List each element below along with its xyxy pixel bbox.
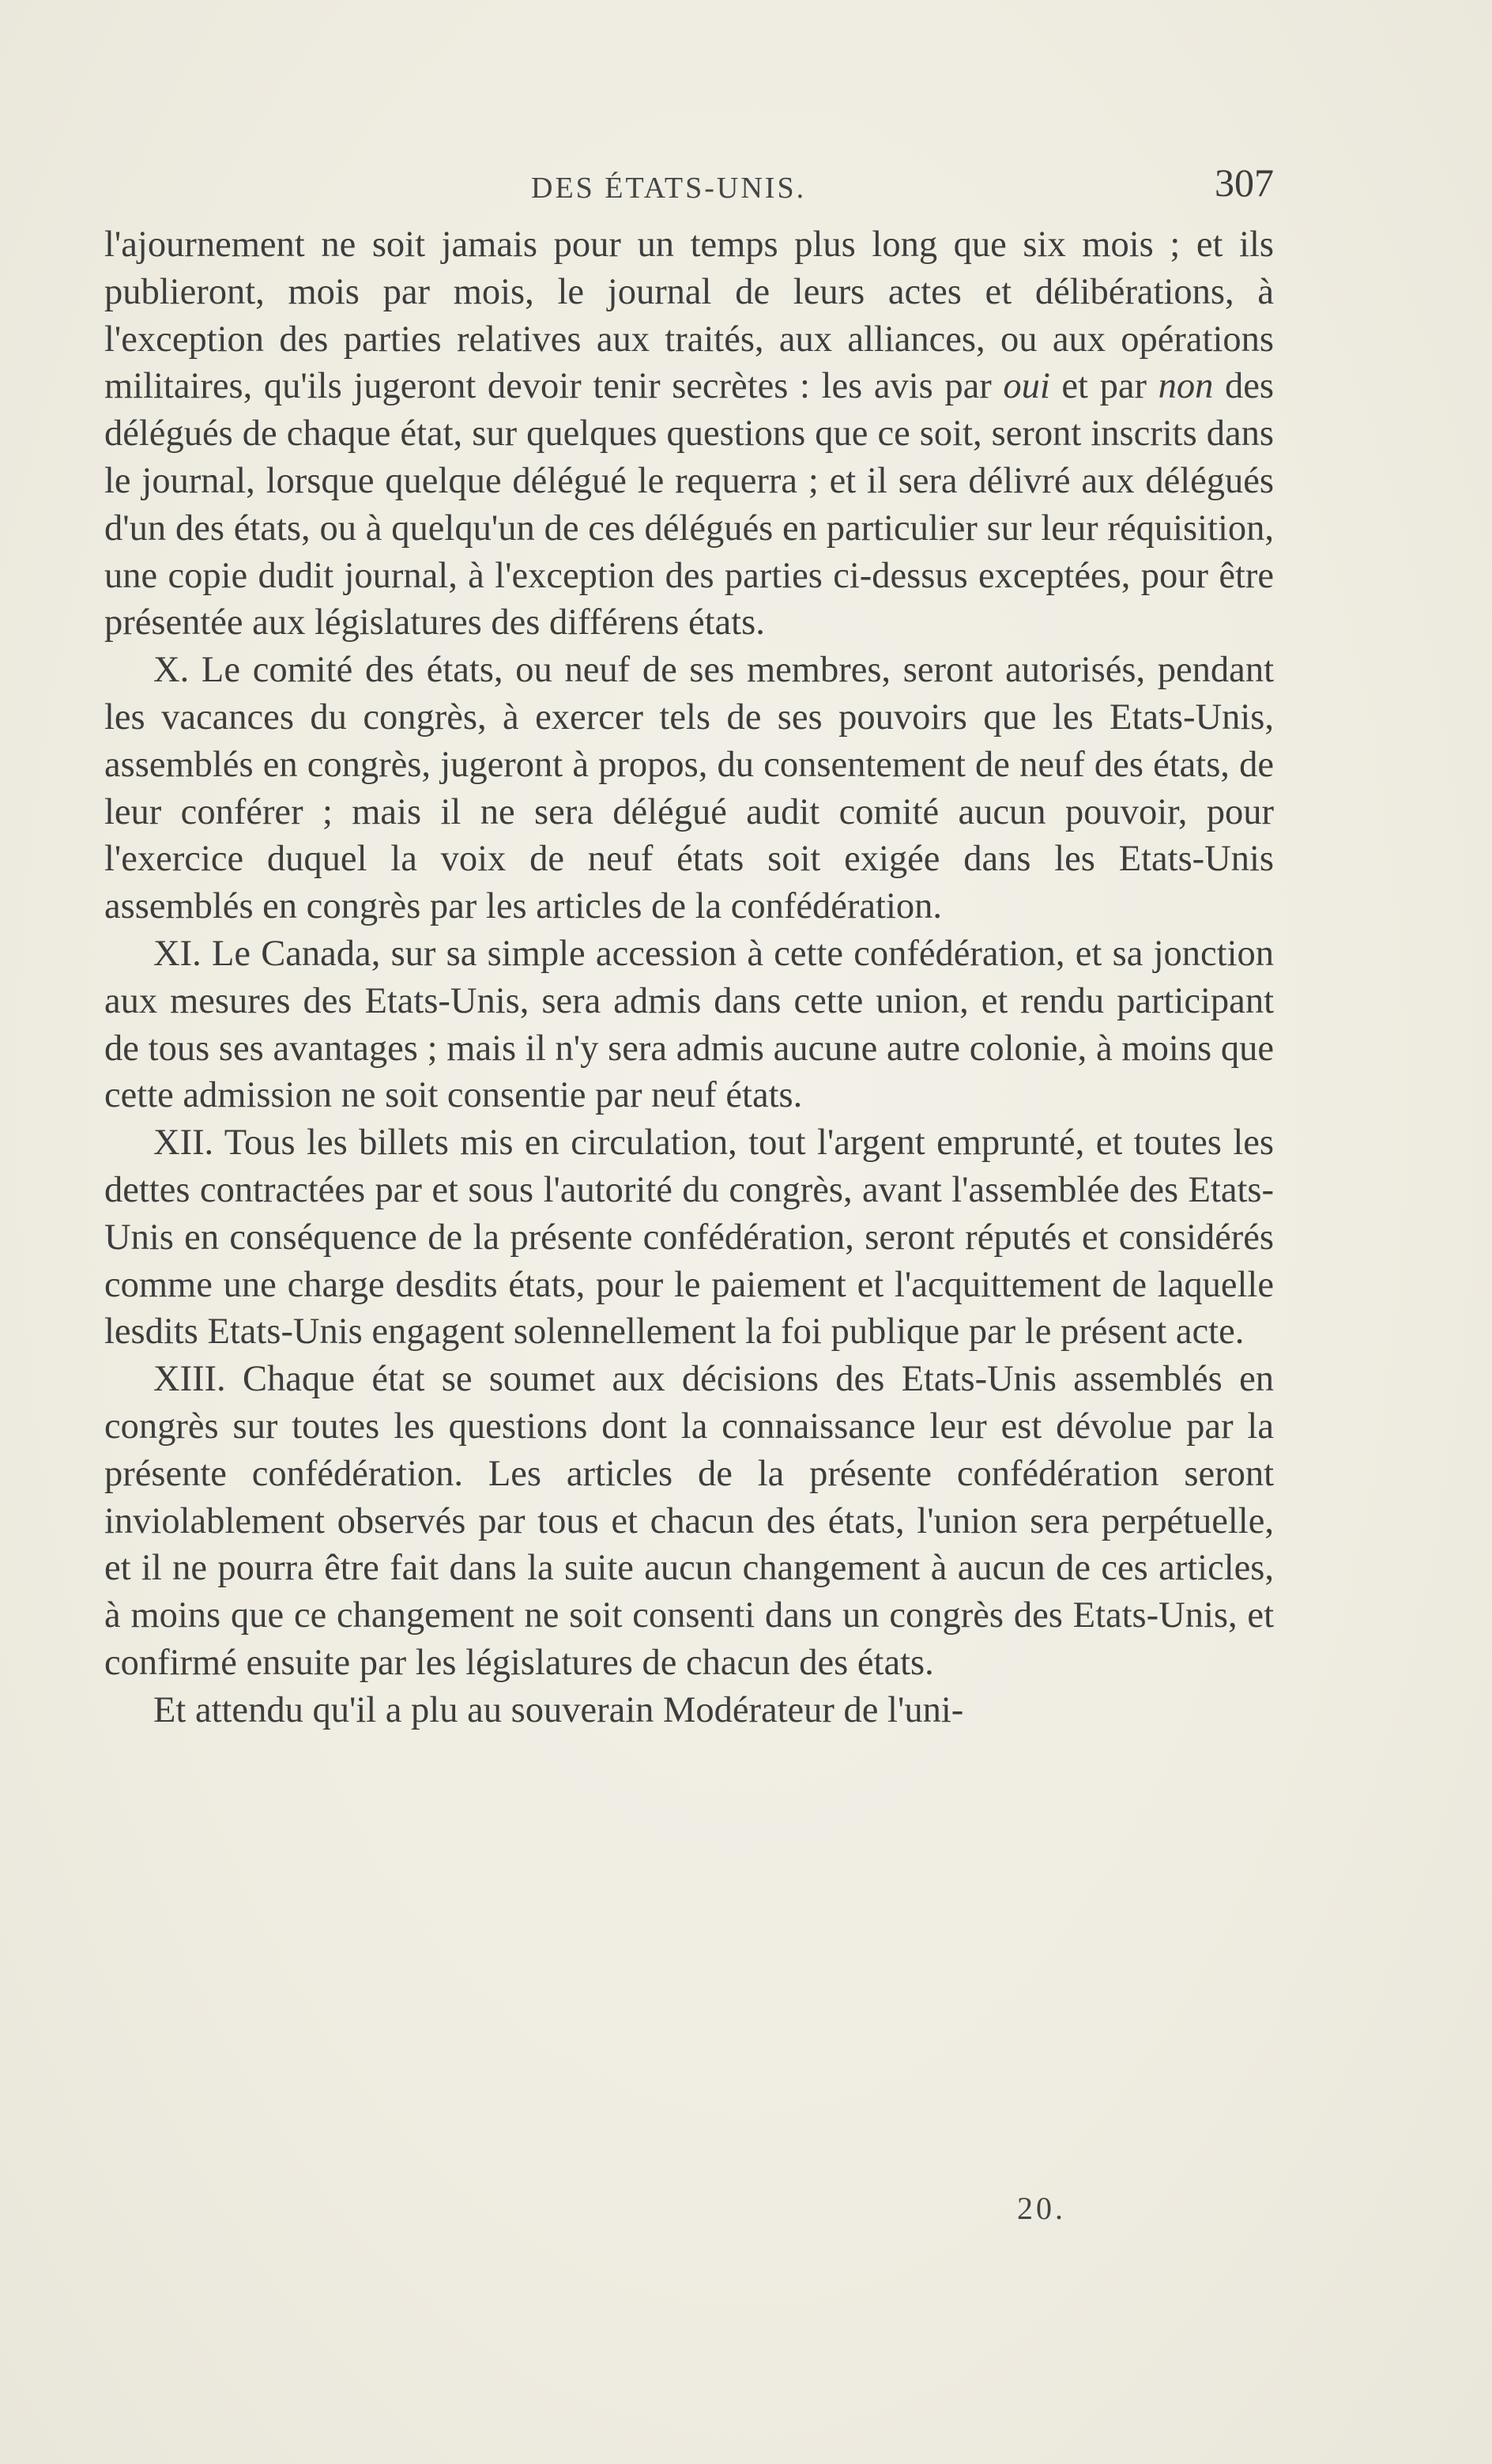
page-footer: [104, 2190, 1274, 2253]
running-title: DES ÉTATS-UNIS.: [531, 172, 807, 205]
body-text: [104, 221, 1274, 1734]
article-xi: XI. Le Canada, sur sa simple accession à cette confédération, et sa jonction aux mesures des Etats-Unis, sera admis dans cette union, et rendu participant de tous ses avantages ; mais il n'y sera admis aucune autre colonie, à moins que cette admission ne soit consentie par neuf états.: [104, 933, 1274, 1116]
article-xiii: XIII. Chaque état se soumet aux décisions des Etats-Unis assemblés en congrès sur toutes les questions dont la connaissance leur est dévolue par la présente confédération. Les articles de la présente confédération seront inviolablement observés par tous et chacun des états, l'union sera perpétuelle, et il ne pourra être fait dans la suite aucun changement à aucun de ces articles, à moins que ce changement ne soit consenti dans un congrès des Etats-Unis, et confirmé ensuite par les législatures de chacun des états.: [104, 1359, 1274, 1683]
page-header: [104, 160, 1274, 221]
page-number: 307: [1215, 160, 1274, 205]
signature-mark: 20.: [1017, 2190, 1066, 2226]
article-x: X. Le comité des états, ou neuf de ses membres, seront autorisés, pendant les vacances du congrès, à exercer tels de ses pouvoirs que les Etats-Unis, assemblés en congrès, jugeront à propos, du consentement de neuf des états, de leur conférer ; mais il ne sera délégué audit comité aucun pouvoir, pour l'exercice duquel la voix de neuf états soit exigée dans les Etats-Unis assemblés en congrès par les articles de la confédération.: [104, 650, 1274, 927]
final-paragraph: Et attendu qu'il a plu au souverain Modérateur de l'uni-: [153, 1689, 964, 1730]
article-xii: XII. Tous les billets mis en circulation, tout l'argent emprunté, et toutes les dettes contractées par et sous l'autorité du congrès, avant l'assemblée des Etats-Unis en conséquence de la présente confédération, seront réputés et considérés comme une charge desdits états, pour le paiement et l'acquittement de laquelle lesdits Etats-Unis engagent solennellement la foi publique par le présent acte.: [104, 1123, 1274, 1353]
paragraph-continuation: l'ajournement ne soit jamais pour un temps plus long que six mois ; et ils publieront, mois par mois, le journal de leurs actes et délibérations, à l'exception des parties relatives aux traités, aux alliances, ou aux opérations militaires, qu'ils jugeront devoir tenir secrètes : les avis par oui et par non des délégués de chaque état, sur quelques questions que ce soit, seront inscrits dans le journal, lorsque quelque délégué le requerra ; et il sera délivré aux délégués d'un des états, ou à quelqu'un de ces délégués en particulier sur leur réquisition, une copie dudit journal, à l'exception des parties ci-dessus exceptées, pour être présentée aux législatures des différens états.: [104, 225, 1274, 643]
